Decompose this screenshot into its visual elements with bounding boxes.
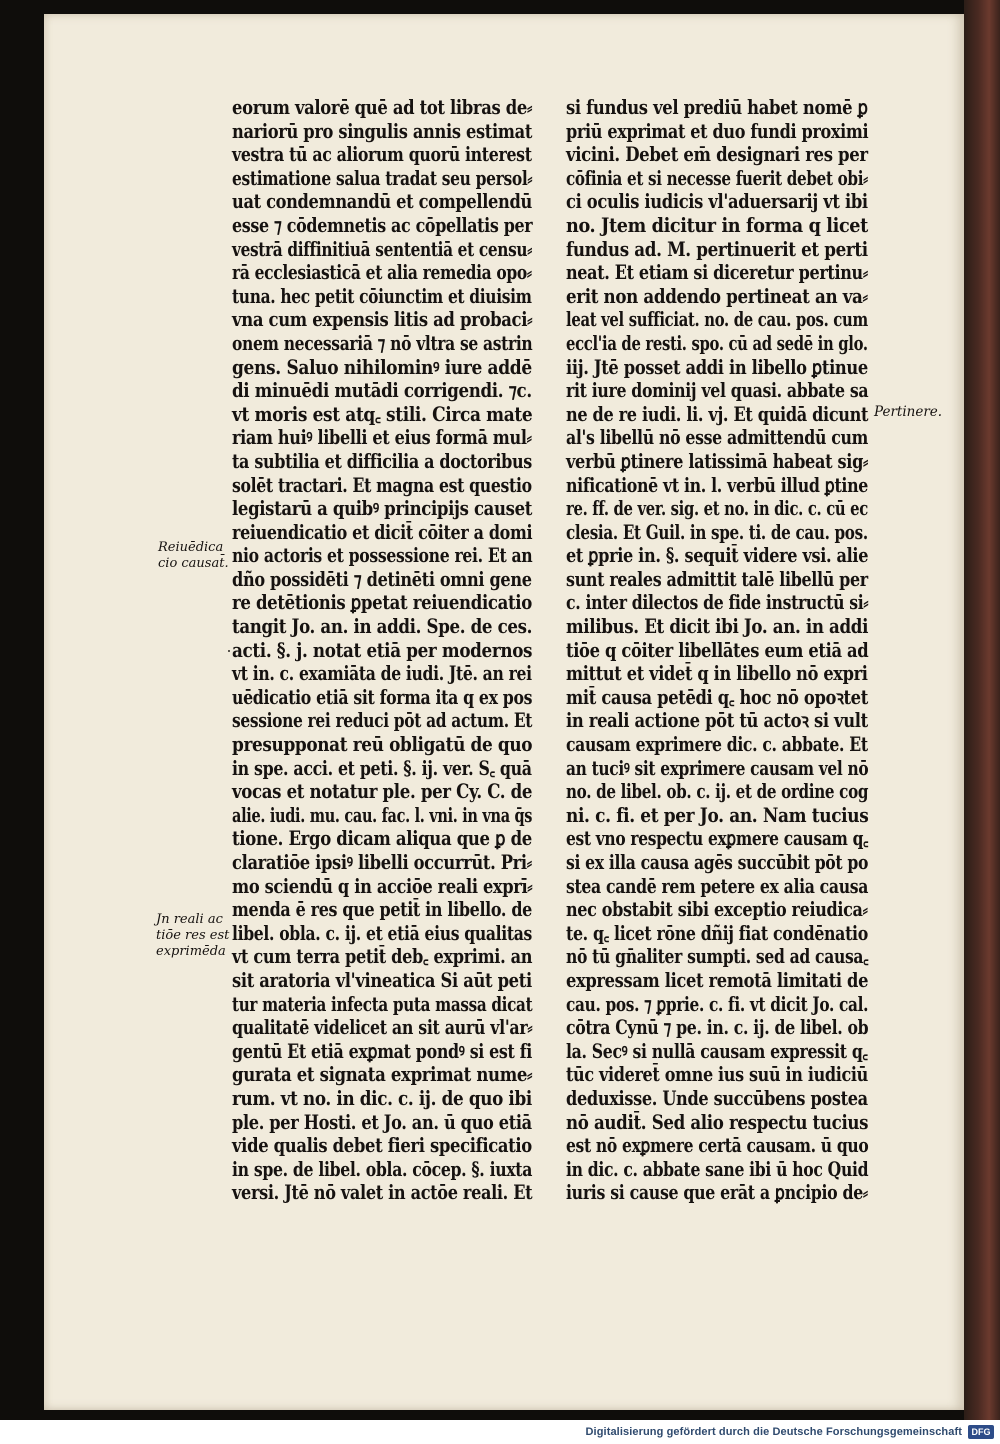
text-line: rit iure dominij vel quasi. abbate sa [566, 379, 869, 403]
text-line: verbū ꝑtinere latissimā habeat sig⸗ [566, 449, 869, 473]
note-line: exprimēda [156, 944, 226, 959]
text-line: si ex illa causa agēs succūbit pōt po [566, 851, 869, 874]
ink-speck [228, 650, 230, 652]
text-line: nō audit̄. Sed alio respectu tucius [566, 1110, 869, 1134]
text-line: riam huiꝰ libelli et eius formā mul⸗ [232, 426, 532, 450]
footer-bar [0, 1420, 1000, 1444]
text-line: iij. Jtē posset addi in libello ꝑtinue [566, 355, 868, 379]
text-line: gens. Saluo nihilominꝰ iure addē [232, 355, 532, 379]
text-line: nio actoris et possessione rei. Et an [232, 544, 533, 568]
text-line: clesia. Et Guil. in spe. ti. de cau. pos. [566, 520, 868, 544]
text-line: vestrā diffinitiuā sententiā et censu⸗ [232, 237, 532, 261]
text-line: cōfinia et si necesse fuerit debet obi⸗ [566, 166, 868, 190]
text-line: esse ⁊ cōdemnetis ac cōpellatis per [232, 213, 533, 237]
text-line: deduxisse. Unde succūbens postea [566, 1086, 868, 1110]
text-line: ta subtilia et difficilia a doctoribus [232, 449, 532, 473]
text-line: an tuciꝰ sit exprimere causam vel nō [566, 756, 869, 780]
text-line: tuna. hec petit cōiunctim et diuisim [232, 284, 532, 308]
text-line: tione. Ergo dicam aliqua que ꝑ de [232, 827, 532, 851]
text-line: expressam licet remotā limitati de [566, 968, 869, 992]
text-line: in spe. acci. et peti. §. ij. ver. S꜀ quā [232, 756, 532, 780]
text-line: mit̄ causa petēdi q꜀ hoc nō opoꝛtet [566, 685, 868, 709]
text-line: te. q꜀ licet rōne dñij fiat condēnatio [566, 921, 868, 945]
text-line: eccl'ia de resti. spo. cū ad sedē in glo. [566, 331, 868, 355]
text-line: uēdicatio etiā sit forma ita q ex pos [232, 685, 533, 709]
text-line: vocas et notatur ple. per Cy. C. de [232, 780, 533, 804]
text-line: claratiōe ipsiꝰ libelli occurrūt. Pri⸗ [232, 851, 532, 874]
text-line: iuris si cause que erāt a ꝑncipio de⸗ [566, 1181, 868, 1205]
text-line: solēt tractari. Et magna est questio [232, 473, 532, 497]
text-line: vt in. c. examiāta de iudi. Jtē. an rei [232, 662, 532, 686]
text-line: nariorū pro singulis annis estimat [232, 119, 533, 143]
text-line: nificationē vt in. l. verbū illud ꝑtine [566, 473, 868, 497]
text-line: libel. obla. c. ij. et etiā eius qualitas [232, 921, 533, 945]
right-text-column [566, 96, 868, 1205]
text-line: leat vel sufficiat. no. de cau. pos. cum [566, 308, 868, 332]
text-line: et ꝑprie in. §. sequit̄ videre vsi. alie [566, 544, 869, 568]
text-line: qualitatē videlicet an sit aurū vl'ar⸗ [232, 1016, 533, 1040]
dfg-logo-icon: DFG [968, 1425, 994, 1439]
text-line: la. Secꝰ si nullā causam expressit q꜀ [566, 1039, 868, 1063]
left-text-column [232, 96, 532, 1205]
text-line: sessione rei reduci pōt ad actum. Et [232, 709, 533, 733]
text-line: nō tū gn̄aliter sumpti. sed ad causa꜀ [566, 945, 869, 969]
marginal-note-pertinere [874, 404, 942, 420]
text-line: gentū Et etiā exꝑmat pondꝰ si est fi [232, 1039, 532, 1063]
text-line: cōtra Cynū ⁊ pe. in. c. ij. de libel. ob [566, 1016, 869, 1040]
text-line: ne de re iudi. li. vj. Et quidā dicunt [566, 402, 869, 426]
text-line: rum. vt no. in dic. c. ij. de quo ibi [232, 1086, 532, 1110]
text-line: legistarū a quibꝰ principijs causet [232, 497, 533, 521]
text-line: in spe. de libel. obla. cōcep. §. iuxta [232, 1157, 533, 1181]
text-line: di minuēdi mutādi corrigendi. ⁊c. [232, 379, 532, 403]
text-line: mo sciendū q in acciōe reali exprī⸗ [232, 874, 533, 898]
note-line: Reiuēdica [158, 540, 224, 555]
text-line: re. ff. de ver. sig. et no. in dic. c. cū ec [566, 497, 868, 521]
text-line: al's libellū nō esse admittendū cum [566, 426, 868, 450]
text-line: vna cum expensis litis ad probaci⸗ [232, 308, 533, 332]
text-line: c. inter dilectos de fide instructū si⸗ [566, 591, 869, 615]
text-line: vt moris est atq꜀ stili. Circa mate [232, 402, 533, 426]
text-line: mittut et videt̄ q in libello nō expri [566, 662, 868, 686]
text-line: est nō exꝑmere certā causam. ū quo [566, 1134, 869, 1158]
text-line: tiōe q cōiter libellātes eum etiā ad [566, 638, 869, 662]
text-line: in dic. c. abbate sane ibi ū hoc Quid [566, 1157, 869, 1181]
text-line: ci oculis iudicis vl'aduersarij vt ibi [566, 190, 868, 214]
text-line: milibus. Et dicit ibi Jo. an. in addi [566, 615, 869, 639]
text-line: in reali actione pōt tū actoꝛ si vult [566, 709, 868, 733]
text-line: dño possidēti ⁊ detinēti omni gene [232, 567, 532, 591]
text-line: rā ecclesiasticā et alia remedia opo⸗ [232, 261, 532, 285]
text-line: vt cum terra petit̄ deb꜀ exprimi. an [232, 945, 533, 969]
text-line: no. Jtem dicitur in forma q licet [566, 213, 868, 237]
text-line: estimatione salua tradat seu persol⸗ [232, 166, 533, 190]
text-line: priū exprimat et duo fundi proximi [566, 119, 869, 143]
text-line: ni. c. fi. et per Jo. an. Nam tucius [566, 803, 869, 827]
text-line: tangit Jo. an. in addi. Spe. de ces. [232, 615, 533, 639]
note-line: tiōe res est [156, 928, 230, 943]
text-line: alie. iudi. mu. cau. fac. l. vni. in vna q̄s [232, 803, 533, 827]
note-line: cio causat̄. [158, 556, 229, 571]
marginal-note-in-reali-actione [156, 912, 229, 960]
text-line: erit non addendo pertineat an va⸗ [566, 284, 868, 308]
text-line: menda ē res que petit̄ in libello. de [232, 898, 532, 922]
text-line: acti. §. j. notat etiā per modernos [232, 638, 533, 662]
text-line: uat condemnandū et compellendū [232, 190, 532, 214]
text-line: nec obstabit sibi exceptio reiudica⸗ [566, 898, 868, 922]
text-line: vestra tū ac aliorum quorū interest [232, 143, 532, 167]
text-line: gurata et signata exprimat nume⸗ [232, 1063, 533, 1087]
marginal-note-reivendicatio [158, 540, 229, 572]
facing-page-bleedthrough [905, 195, 963, 417]
note-line: Jn reali ac [156, 912, 223, 927]
text-line: fundus ad. M. pertinuerit et perti [566, 237, 868, 261]
text-line: tur materia infecta puta massa dicat [232, 992, 533, 1016]
text-line: presupponat reū obligatū de quo [232, 733, 533, 757]
text-line: stea candē rem petere ex alia causa [566, 874, 869, 898]
text-line: cau. pos. ⁊ ꝑprie. c. fi. vt dicit Jo. cal. [566, 992, 869, 1016]
text-line: tūc videret̄ omne ius suū in iudiciū [566, 1063, 868, 1087]
note-line: Pertinere. [874, 404, 943, 420]
text-line: versi. Jtē nō valet in actōe reali. Et [232, 1181, 533, 1205]
text-line: sunt reales admittit talē libellū per [566, 567, 868, 591]
footer-credit-text: Digitalisierung gefördert durch die Deutsche Forschungsgemeinschaft [585, 1426, 962, 1438]
text-line: sit aratoria vl'vineatica Si aūt peti [232, 968, 532, 992]
text-line: onem necessariā ⁊ nō vltra se astrin [232, 331, 533, 355]
text-line: causam exprimere dic. c. abbate. Et [566, 733, 868, 757]
text-line: no. de libel. ob. c. ij. et de ordine cog [566, 780, 869, 804]
text-line: re detētionis ꝑpetat reiuendicatio [232, 591, 532, 615]
text-line: eorum valorē quē ad tot libras de⸗ [232, 96, 533, 119]
text-line: est vno respectu exꝑmere causam q꜀ [566, 827, 869, 851]
text-line: vicini. Debet em̄ designari res per [566, 143, 868, 167]
text-line: si fundus vel prediū habet nomē ꝑ [566, 96, 868, 119]
text-line: vide qualis debet fieri specificatio [232, 1134, 532, 1158]
book-spine-edge [964, 0, 1000, 1420]
text-line: ple. per Hosti. et Jo. an. ū quo etiā [232, 1110, 532, 1134]
text-line: neat. Et etiam si diceretur pertinu⸗ [566, 261, 868, 285]
text-line: reiuendicatio et dicit̄ cōiter a domi [232, 520, 533, 544]
